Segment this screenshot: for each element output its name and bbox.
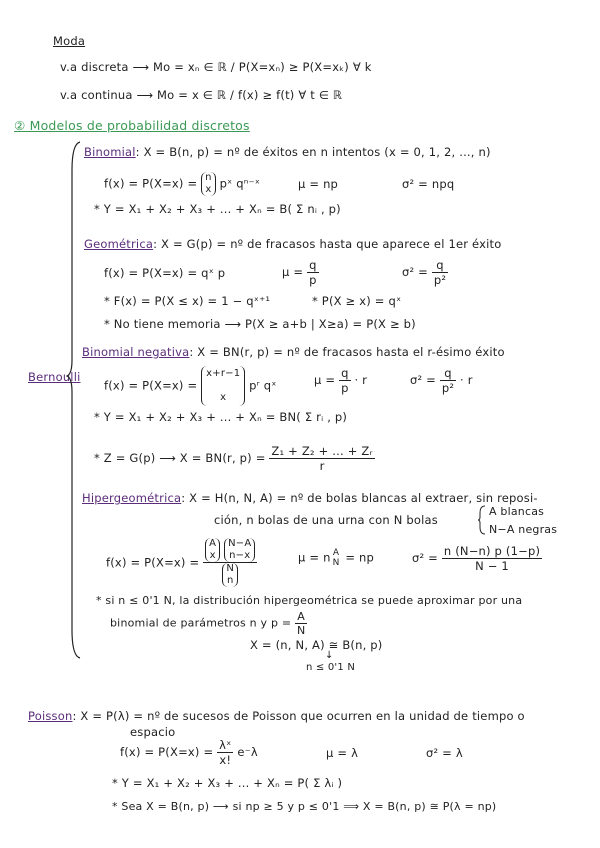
- hiper-var: [412, 544, 542, 573]
- hiper-f-den: [203, 563, 257, 587]
- hiper-approx-eq: X = (n, N, A) ≅ B(n, p): [250, 638, 383, 652]
- binomial-f-lhs: f(x) = P(X=x) =: [104, 176, 198, 191]
- poisson-title: Poisson: [28, 709, 73, 723]
- binneg-mu-den: p: [341, 381, 349, 395]
- moda-continua: v.a continua ⟶ Mo = x ∈ ℝ / f(x) ≥ f(t) ∀ t ∈ ℝ: [60, 88, 343, 102]
- binneg-geo-lhs: * Z = G(p) ⟶ X = BN(r, p) =: [94, 451, 266, 465]
- hiper-c3: [222, 563, 238, 587]
- binneg-f: [104, 366, 277, 406]
- hiper-c1: [205, 538, 220, 562]
- hiper-f-num: [203, 538, 257, 563]
- binneg-f-lhs: f(x) = P(X=x) =: [104, 378, 198, 393]
- hiper-approx2: [110, 610, 307, 637]
- geometrica-mu: [282, 258, 319, 287]
- poisson-header: [28, 709, 525, 723]
- hiper-mu-lhs: μ = n: [298, 550, 331, 565]
- binneg-var-den: p²: [441, 381, 455, 395]
- hiper-c2-bot: n−x: [229, 550, 251, 561]
- geometrica-mu-num: q: [309, 258, 317, 272]
- hiper-mu-frac: [331, 548, 342, 568]
- hiper-var-lhs: σ² =: [412, 551, 438, 565]
- binneg-mu-frac: [339, 366, 351, 395]
- poisson-var: σ² = λ: [426, 746, 463, 760]
- geometrica-mu-den: p: [309, 273, 317, 287]
- binneg-mu-num: q: [341, 366, 349, 380]
- hiper-header: [82, 491, 538, 505]
- hiper-c3-bot: n: [226, 575, 234, 586]
- binneg-mu-lhs: μ =: [314, 373, 336, 387]
- hiper-approx-cond: n ≤ 0'1 N: [306, 662, 356, 673]
- poisson-f-frac: [217, 738, 233, 767]
- hiper-mu-den: N: [332, 558, 340, 568]
- binneg-coef-top: x+r−1: [206, 368, 241, 379]
- binneg-coef-bot: x: [220, 392, 227, 403]
- binneg-header: [82, 345, 505, 359]
- binneg-geo-frac: [269, 444, 374, 473]
- hiper-mu-tail: = np: [345, 550, 375, 565]
- geometrica-mem: * No tiene memoria ⟶ P(X ≥ a+b | X≥a) = P(X ≥ b): [104, 317, 416, 331]
- binomial-def: : X = B(n, p) = nº de éxitos en n intentos (x = 0, 1, 2, ..., n): [135, 145, 491, 159]
- binneg-def: : X = BN(r, p) = nº de fracasos hasta el r-ésimo éxito: [189, 345, 505, 359]
- hiper-approx-num: A: [295, 610, 307, 624]
- binneg-geo-den: r: [319, 459, 325, 473]
- hiper-title: Hipergeométrica: [82, 491, 182, 505]
- binneg-var-num: q: [440, 366, 456, 381]
- poisson-f-tail: e⁻λ: [237, 745, 258, 759]
- moda-title: Moda: [53, 34, 86, 48]
- geometrica-mu-frac: [307, 258, 319, 287]
- binomial-header: [84, 145, 491, 159]
- binneg-var-tail: · r: [460, 373, 473, 387]
- hiper-f-lhs: f(x) = P(X=x) =: [106, 555, 200, 570]
- hiper-approx-den: N: [296, 624, 306, 637]
- binneg-mu-tail: · r: [354, 373, 368, 387]
- bernoulli-brace: [66, 140, 86, 660]
- poisson-def1: : X = P(λ) = nº de sucesos de Poisson que ocurren en la unidad de tiempo o: [72, 709, 525, 723]
- bernoulli-label: Bernoulli: [28, 370, 81, 384]
- hiper-var-num: n (N−n) p (1−p): [443, 544, 541, 558]
- poisson-f-num: λˣ: [219, 738, 232, 752]
- binneg-title: Binomial negativa: [82, 345, 190, 359]
- hiper-var-den: N − 1: [475, 559, 509, 573]
- hiper-f-frac: [203, 538, 257, 587]
- hiper-var-frac: [442, 544, 542, 573]
- hiper-negras: N−A negras: [489, 523, 558, 536]
- binneg-geo: [94, 444, 375, 473]
- hiper-c1-top: A: [209, 538, 217, 549]
- geometrica-title: Geométrica: [84, 237, 154, 251]
- hiper-urn-brace: [477, 505, 487, 535]
- poisson-mu: μ = λ: [326, 746, 359, 760]
- geometrica-def: : X = G(p) = nº de fracasos hasta que aparece el 1er éxito: [153, 237, 502, 251]
- moda-discreta: v.a discreta ⟶ Mo = xₙ ∈ ℝ / P(X=xₙ) ≥ P(X=xₖ) ∀ k: [60, 60, 372, 74]
- poisson-f: [120, 738, 258, 767]
- geometrica-var-den: p²: [433, 273, 447, 287]
- binneg-f-tail: pʳ qˣ: [249, 378, 277, 393]
- binomial-f-tail: pˣ qⁿ⁻ˣ: [219, 176, 261, 191]
- poisson-sum: * Y = X₁ + X₂ + X₃ + ... + Xₙ = P( Σ λᵢ ): [112, 776, 343, 790]
- hiper-c3-top: N: [226, 563, 235, 574]
- geometrica-P: * P(X ≥ x) = qˣ: [312, 294, 402, 308]
- geometrica-var-num: q: [432, 258, 448, 273]
- binomial-coef-top: n: [205, 172, 212, 183]
- hiper-approx-frac: [295, 610, 307, 637]
- geometrica-var-frac: [432, 258, 448, 287]
- binneg-sum: * Y = X₁ + X₂ + X₃ + ... + Xₙ = BN( Σ rᵢ , p): [94, 410, 348, 424]
- binneg-var: [410, 366, 473, 395]
- binneg-coef: [201, 366, 245, 406]
- binneg-geo-num: Z₁ + Z₂ + ... + Zᵣ: [271, 444, 373, 458]
- hiper-def1: : X = H(n, N, A) = nº de bolas blancas al extraer, sin reposi-: [181, 491, 538, 505]
- binomial-coef: [201, 172, 216, 196]
- binneg-var-frac: [440, 366, 456, 395]
- hiper-c1-bot: x: [209, 550, 216, 561]
- hiper-mu: [298, 548, 374, 568]
- hiper-f: [106, 538, 257, 587]
- geometrica-var: [402, 258, 448, 287]
- binomial-var: σ² = npq: [402, 177, 455, 191]
- poisson-def2: espacio: [130, 725, 176, 739]
- hiper-approx1: * si n ≤ 0'1 N, la distribución hipergeométrica se puede aproximar por una: [96, 594, 523, 607]
- geometrica-f: f(x) = P(X=x) = qˣ p: [104, 266, 226, 280]
- section-title: ② Modelos de probabilidad discretos: [14, 118, 250, 133]
- geometrica-mu-lhs: μ =: [282, 265, 304, 279]
- poisson-f-lhs: f(x) = P(X=x) =: [120, 745, 214, 759]
- hiper-def2: ción, n bolas de una urna con N bolas: [214, 513, 438, 527]
- binomial-f: [104, 172, 260, 196]
- poisson-f-den: x!: [219, 753, 232, 767]
- hiper-mu-num: A: [332, 548, 340, 558]
- binomial-sum: * Y = X₁ + X₂ + X₃ + ... + Xₙ = B( Σ nᵢ , p): [94, 202, 341, 216]
- geometrica-var-lhs: σ² =: [402, 265, 428, 279]
- binomial-coef-bot: x: [205, 184, 212, 195]
- geometrica-header: [84, 237, 501, 251]
- hiper-blancas: A blancas: [489, 505, 545, 518]
- binomial-title: Binomial: [84, 145, 136, 159]
- binneg-mu: [314, 366, 367, 395]
- binomial-mu: μ = np: [298, 177, 339, 191]
- hiper-approx-arrow: ↓: [325, 650, 334, 661]
- geometrica-F: * F(x) = P(X ≤ x) = 1 − qˣ⁺¹: [104, 294, 271, 308]
- hiper-c2-top: N−A: [228, 538, 252, 549]
- poisson-approx: * Sea X = B(n, p) ⟶ si np ≥ 5 y p ≤ 0'1 ⟹ X = B(n, p) ≅ P(λ = np): [112, 800, 497, 813]
- binneg-var-lhs: σ² =: [410, 373, 436, 387]
- hiper-approx2-text: binomial de parámetros n y p =: [110, 616, 292, 630]
- hiper-c2: [224, 538, 255, 562]
